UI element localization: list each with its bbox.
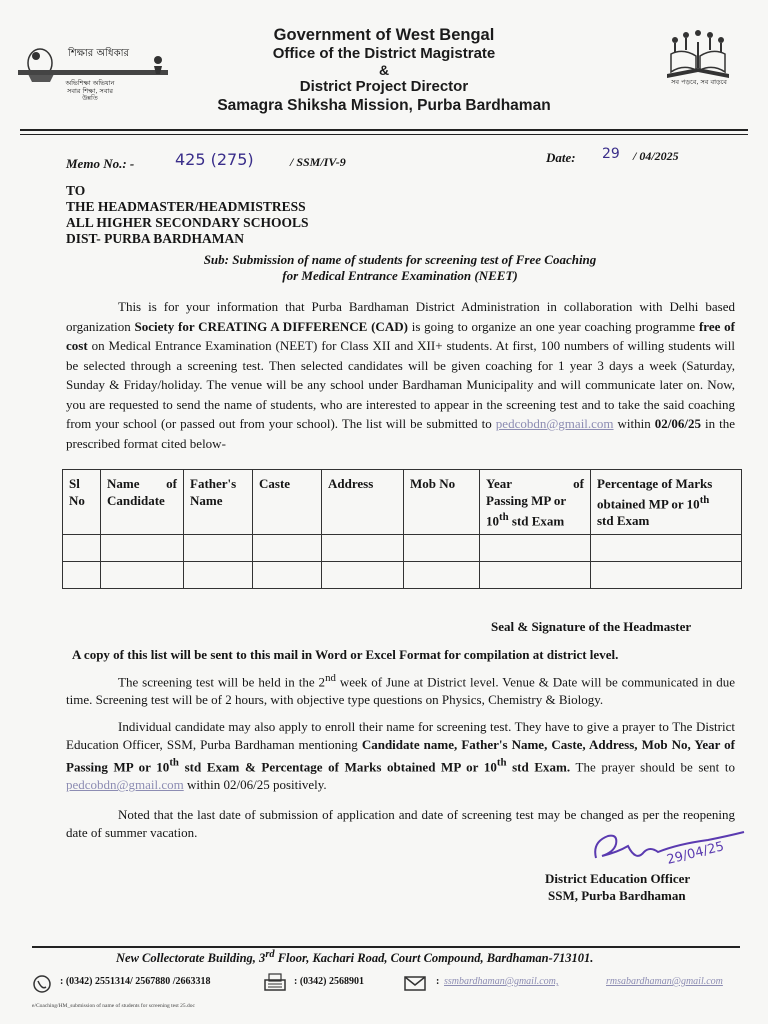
header-line5: Samagra Shiksha Mission, Purba Bardhaman bbox=[217, 97, 551, 114]
signature-date: 29/04/25 bbox=[665, 839, 726, 868]
col-pct-c: std Exam bbox=[597, 513, 650, 529]
col-address: Address bbox=[322, 470, 404, 535]
p2-text-b: week of June at District level. Venue & Date will be communicated in due time. Screening test will be of 2 hours, with objective type questions on Physics, Chemistry & Biology. bbox=[66, 674, 735, 708]
table-cell bbox=[480, 535, 591, 562]
col-year-a: Year bbox=[486, 476, 512, 491]
address-line2: THE HEADMASTER/HEADMISTRESS bbox=[66, 199, 306, 214]
date-month-year: / 04/2025 bbox=[633, 149, 679, 163]
header-line4: District Project Director bbox=[299, 78, 469, 95]
p2-text-a: The screening test will be held in the 2 bbox=[118, 674, 326, 690]
col-no: No bbox=[69, 493, 85, 508]
children-book-icon bbox=[655, 28, 741, 80]
p3-email-link[interactable]: pedcobdn@gmail.com bbox=[66, 777, 184, 793]
subject-line1: Sub: Submission of name of students for screening test of Free Coaching bbox=[203, 252, 597, 267]
footer-email-colon: : bbox=[436, 976, 440, 987]
footer-phone: : (0342) 2551314/ 2567880 /2663318 bbox=[60, 976, 211, 987]
col-mob-no: Mob No bbox=[404, 470, 480, 535]
col-fathers-name: Father's Name bbox=[184, 470, 253, 535]
address-line3: ALL HIGHER SECONDARY SCHOOLS bbox=[66, 215, 309, 230]
col-name-of-candidate bbox=[101, 470, 184, 535]
signatory-block bbox=[545, 870, 690, 904]
letterhead bbox=[0, 26, 768, 115]
logo-left-sub2: সবার শিক্ষা, সবার উন্নতি bbox=[67, 86, 113, 102]
memo-number: 425 (275) bbox=[175, 150, 254, 169]
p2-sup: nd bbox=[325, 672, 336, 684]
table-header-row bbox=[63, 470, 742, 535]
student-list-table bbox=[62, 469, 742, 589]
col-name-c: Candidate bbox=[107, 493, 165, 508]
col-year-of-passing bbox=[480, 470, 591, 535]
p3-text-a: Individual candidate may also apply to enroll their name for screening test. They have to give a prayer to The District Education Officer, SSM, Purba Bardhaman mentioning bbox=[66, 719, 735, 752]
subject bbox=[150, 252, 650, 284]
body-paragraph-1 bbox=[66, 297, 735, 453]
table-cell bbox=[101, 562, 184, 589]
p1-text-c: is going to organize an one year coaching programme bbox=[407, 318, 699, 334]
col-year-f: std Exam bbox=[508, 513, 565, 529]
memo-suffix: / SSM/IV-9 bbox=[290, 155, 346, 169]
table-cell bbox=[322, 535, 404, 562]
table-cell bbox=[404, 535, 480, 562]
table-cell bbox=[591, 562, 742, 589]
p1-text-i: in the prescribed format cited below- bbox=[66, 416, 735, 451]
footer-address-b: Floor, Kachari Road, Court Compound, Bardhaman-713101. bbox=[274, 951, 594, 966]
p1-free-of-cost: free of cost bbox=[66, 318, 735, 353]
table-cell bbox=[591, 535, 742, 562]
p1-text-e: on Medical Entrance Examination (NEET) for Class XII and XII+ students. At first, 100 numbers of willing students will be selected through a screening test. Then selected candidates will be given coaching for 1 year 3 days a week (Saturday, Sunday & Friday/holiday. The venue will be any school under Bardhaman Municipality and will communicate later on. Now, you are requested to send the name of students, who are interested to appear in the screening test and to take the said coaching from your school (or passed out from your school). The list will be submitted to bbox=[66, 338, 735, 431]
header-line1: Government of West Bengal bbox=[273, 26, 495, 44]
logo-left-title: শিক্ষার অধিকার bbox=[68, 48, 129, 59]
memo-label: Memo No.: - bbox=[66, 156, 135, 171]
p1-email-link[interactable]: pedcobdn@gmail.com bbox=[495, 416, 614, 431]
date-label: Date: bbox=[546, 150, 576, 165]
table-cell bbox=[404, 562, 480, 589]
p3-text-g: within 02/06/25 positively. bbox=[183, 777, 327, 793]
table-cell bbox=[63, 535, 101, 562]
footer-address bbox=[116, 949, 593, 966]
p1-text-a: This is for your information that Purba Bardhaman District Administration in collaboration with Delhi based organization bbox=[66, 299, 735, 334]
logo-right-text: সব পড়বে, সব বাড়বে bbox=[671, 78, 727, 86]
table-cell bbox=[184, 562, 253, 589]
table-cell bbox=[101, 535, 184, 562]
footer-address-a: New Collectorate Building, 3 bbox=[116, 951, 266, 966]
seal-signature-label: Seal & Signature of the Headmaster bbox=[491, 619, 692, 634]
table-cell bbox=[480, 562, 591, 589]
p3-bold-c: std Exam & Percentage of Marks obtained MP or 10 bbox=[178, 759, 497, 775]
address-line4: DIST- PURBA BARDHAMAN bbox=[66, 231, 245, 246]
col-year-c: Passing MP or bbox=[486, 493, 567, 508]
header-line2: Office of the District Magistrate bbox=[272, 45, 496, 62]
p3-sup1: th bbox=[169, 757, 179, 769]
body-paragraph-4: Noted that the last date of submission of application and date of screening test may be changed as per the reopening date of summer vacation. bbox=[66, 807, 735, 840]
col-year-d: 10 bbox=[486, 513, 499, 529]
col-year-b: of bbox=[573, 476, 584, 491]
date-day: 29 bbox=[602, 146, 620, 162]
col-caste: Caste bbox=[253, 470, 322, 535]
col-sl: Sl bbox=[69, 476, 80, 491]
col-name-b: of bbox=[166, 476, 177, 491]
table-cell bbox=[63, 562, 101, 589]
body-paragraph-2 bbox=[66, 669, 735, 709]
copy-note: A copy of this list will be sent to this mail in Word or Excel Format for compilation at district level. bbox=[72, 647, 619, 662]
col-year-sup: th bbox=[499, 511, 509, 523]
signature-scribble bbox=[588, 822, 748, 872]
signatory-office: SSM, Purba Bardhaman bbox=[548, 888, 686, 903]
phone-icon bbox=[30, 974, 54, 994]
table-cell bbox=[253, 562, 322, 589]
subject-line2: for Medical Entrance Examination (NEET) bbox=[282, 268, 518, 283]
email-icon bbox=[402, 972, 428, 992]
p3-bold-d: std Exam. bbox=[506, 759, 571, 775]
col-sl-no bbox=[63, 470, 101, 535]
col-name-a: Name bbox=[107, 476, 140, 491]
col-percentage-of-marks bbox=[591, 470, 742, 535]
table-cell bbox=[322, 562, 404, 589]
p1-org-name: Society for CREATING A DIFFERENCE (CAD) bbox=[134, 318, 408, 334]
footer-address-sup: rd bbox=[265, 949, 275, 960]
table-cell bbox=[253, 535, 322, 562]
logo-left-sub1: অভিশিক্ষা অভিযান bbox=[65, 79, 115, 87]
header-line3: & bbox=[378, 62, 390, 78]
p3-text-e: The prayer should be sent to bbox=[570, 759, 736, 775]
footer-email-2[interactable]: rmsabardhaman@gmail.com bbox=[606, 976, 723, 987]
col-pct-sup: th bbox=[699, 494, 710, 506]
footer-email-1[interactable]: ssmbardhaman@gmail.com, bbox=[444, 976, 559, 987]
p3-bold-b: Candidate name, Father's Name, Caste, Address, Mob No, Year of Passing MP or 10 bbox=[66, 737, 736, 775]
footer-divider bbox=[32, 946, 740, 948]
recipient-address bbox=[66, 183, 308, 247]
table-cell bbox=[184, 535, 253, 562]
samagra-shiksha-logo bbox=[655, 28, 741, 98]
signatory-title: District Education Officer bbox=[545, 871, 691, 886]
table-row bbox=[63, 562, 742, 589]
table-row bbox=[63, 535, 742, 562]
header-divider bbox=[20, 129, 748, 131]
p1-text-g: within bbox=[613, 416, 655, 431]
col-pct-a: Percentage of Marks obtained MP or 10 bbox=[597, 476, 713, 512]
footer-fax: : (0342) 2568901 bbox=[294, 976, 364, 987]
header-divider-thin bbox=[20, 134, 748, 135]
body-paragraph-3 bbox=[66, 718, 735, 794]
p3-sup2: th bbox=[496, 757, 507, 769]
file-path: e/Coaching/HM_submission of name of students for screening test 25.doc bbox=[32, 1003, 195, 1009]
fax-icon bbox=[262, 972, 288, 992]
p1-deadline: 02/06/25 bbox=[654, 416, 701, 431]
address-line1: TO bbox=[66, 183, 86, 198]
